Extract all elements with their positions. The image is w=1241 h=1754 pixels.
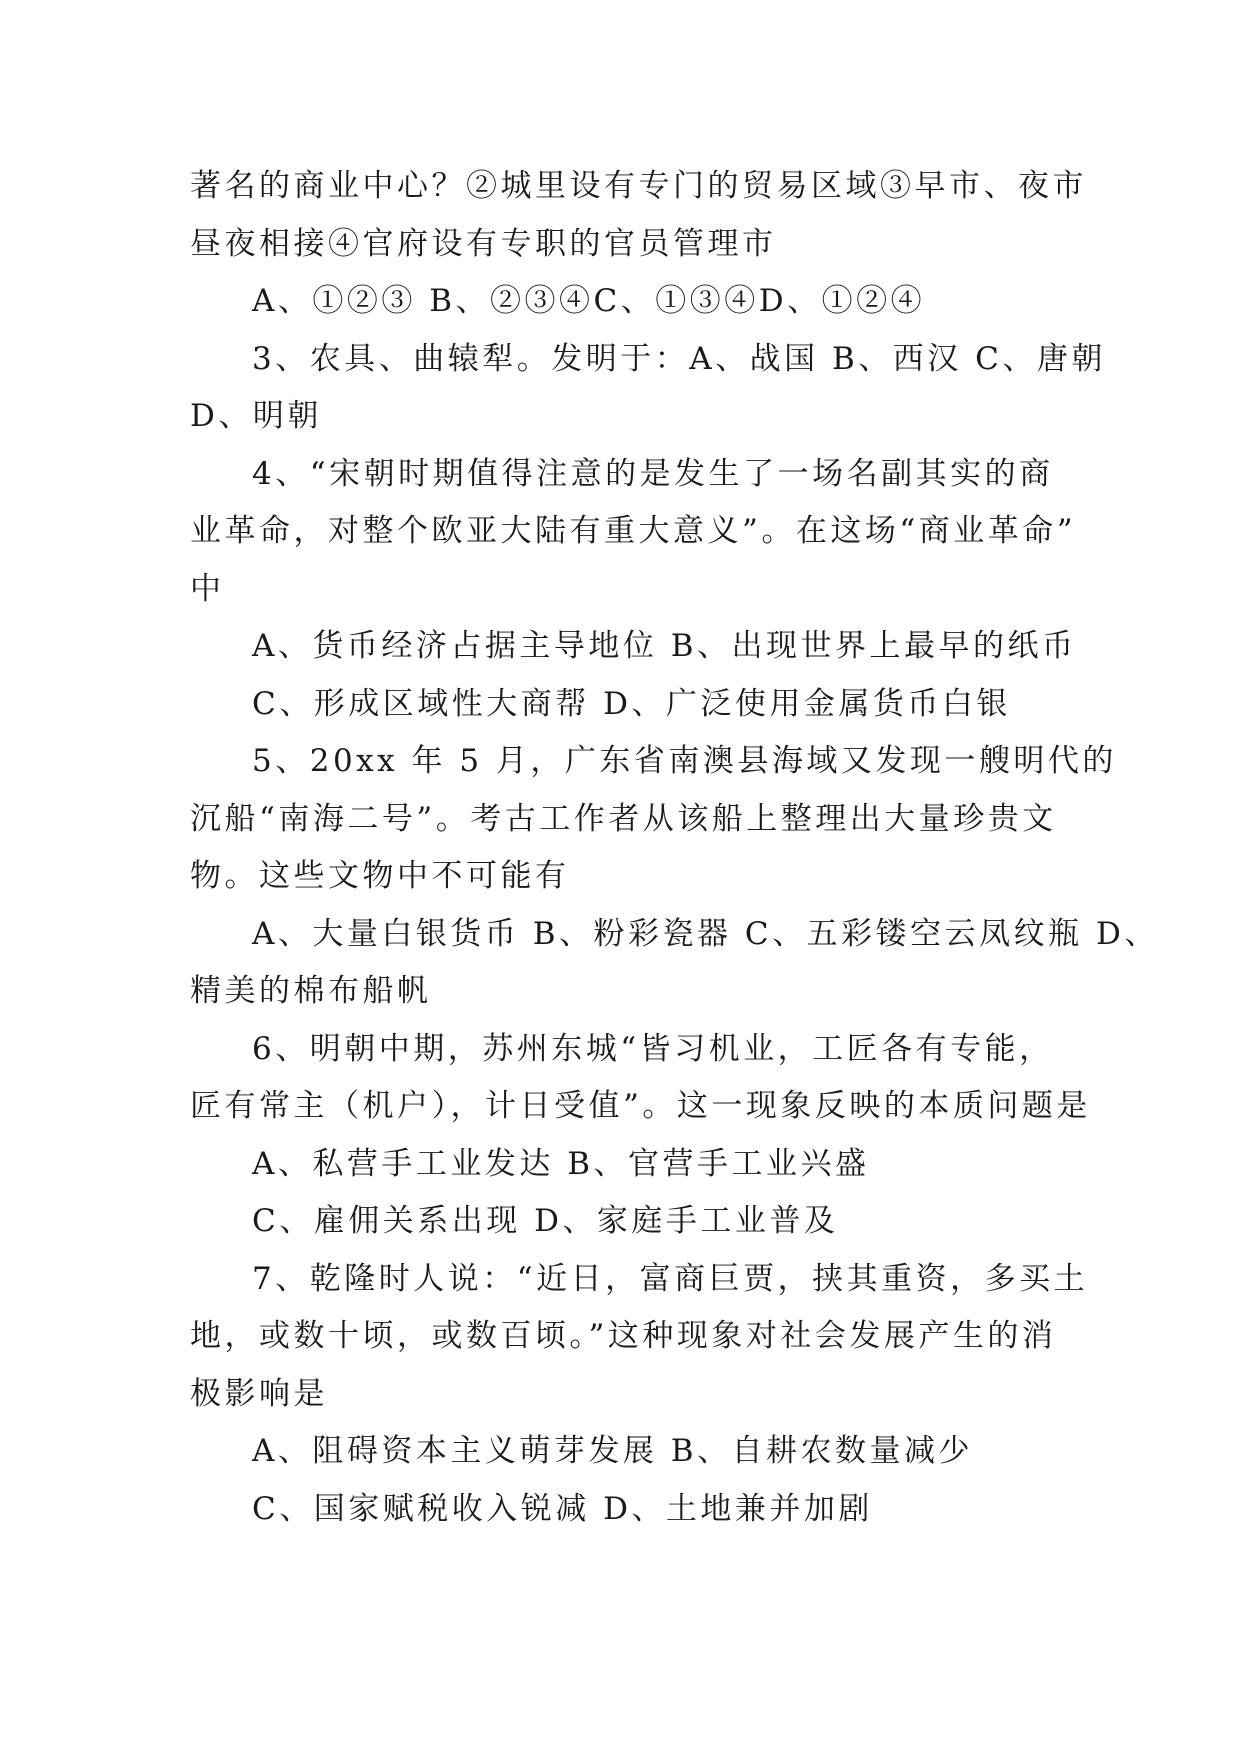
text-line: C、形成区域性大商帮 D、广泛使用金属货币白银 [252, 685, 1011, 722]
text-line: 极影响是 [190, 1375, 328, 1412]
text-line: 业革命，对整个欧亚大陆有重大意义”。在这场“商业革命” [190, 513, 1077, 549]
document-body [190, 158, 1159, 1538]
text-line: 昼夜相接④官府设有专职的官员管理市 [190, 225, 777, 262]
text-line: A、大量白银货币 B、粉彩瓷器 C、五彩镂空云凤纹瓶 D、 [252, 915, 1159, 952]
text-line: A、货币经济占据主导地位 B、出现世界上最早的纸币 [252, 628, 1077, 664]
text-line: 3、农具、曲辕犁。发明于：A、战国 B、西汉 C、唐朝 [252, 340, 1106, 377]
text-line: A、阻碍资本主义萌芽发展 B、自耕农数量减少 [252, 1433, 974, 1469]
text-line: 地，或数十顷，或数百顷。”这种现象对社会发展产生的消 [190, 1318, 1057, 1354]
text-line: A、私营手工业发达 B、官营手工业兴盛 [252, 1145, 870, 1182]
text-line: 7、乾隆时人说：“近日，富商巨贾，挟其重资，多买土 [252, 1260, 1089, 1297]
text-line: C、国家赋税收入锐减 D、土地兼并加剧 [252, 1490, 873, 1527]
text-line: 5、20xx 年 5 月，广东省南澳县海域又发现一艘明代的 [252, 743, 1117, 779]
text-line: 6、明朝中期，苏州东城“皆习机业，工匠各有专能， [252, 1030, 1054, 1067]
text-line: A、①②③ B、②③④C、①③④D、①②④ [252, 283, 926, 319]
text-line: 沉船“南海二号”。考古工作者从该船上整理出大量珍贵文 [190, 800, 1057, 837]
text-line: 精美的棉布船帆 [190, 973, 432, 1009]
text-line: D、明朝 [190, 398, 322, 434]
text-line: 匠有常主（机户），计日受值”。这一现象反映的本质问题是 [190, 1088, 1091, 1124]
text-line: 中 [190, 570, 225, 607]
text-line: C、雇佣关系出现 D、家庭手工业普及 [252, 1203, 839, 1239]
text-line: 著名的商业中心？②城里设有专门的贸易区域③早市、夜市 [190, 168, 1087, 204]
text-line: 物。这些文物中不可能有 [190, 858, 570, 894]
text-line: 4、“宋朝时期值得注意的是发生了一场名副其实的商 [252, 455, 1054, 492]
